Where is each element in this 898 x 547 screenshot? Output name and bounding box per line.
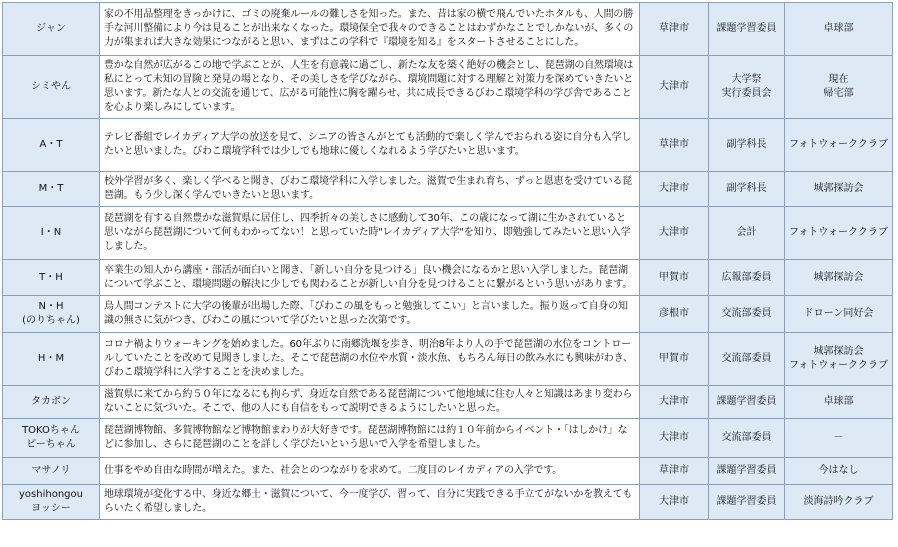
member-club-cell [785,386,893,419]
member-club: ドローン同好会 [803,308,874,319]
member-role: 交流部委員 [721,432,772,443]
member-name: ヨッシー [31,503,71,514]
member-role-cell [709,207,785,260]
member-club-cell [785,458,893,485]
member-role: 課題学習委員 [716,465,777,476]
member-city: 草津市 [640,3,709,56]
member-club: フォトウォーククラブ [788,227,889,238]
member-role-cell [709,119,785,172]
member-role-cell [709,458,785,485]
member-role: 会計 [736,227,757,238]
member-message: テレビ番組でレイカディア大学の放送を見て、シニアの皆さんがとても活動的で楽しく学んでおられる姿に自分も入学したいと思いました。びわこ環境学科では少しでも地球に優しくなれるよう学びたいと思います。 [100,119,640,172]
table-row [3,119,893,172]
member-city: 甲賀市 [640,260,709,296]
member-message: 家の不用品整理をきっかけに、ゴミの廃棄ルールの難しさを知った。また、昔は家の横で飛んでいたホタルも、人間の勝手な河川整備により今は見ることが出来なくなった。環境保全で我々のできることはわずかなことでしかないが、多くの力が集まれば大きな効果につながると思い、まずはこの学科で『環境を知る』をスタートさせることにした。 [100,3,640,56]
member-role-cell [709,333,785,386]
member-name: H・M [37,353,65,364]
member-message: 琵琶湖を有する自然豊かな滋賀県に居住し、四季折々の美しさに感動して30年、この歳になって湖に生かされていると思いながら琵琶湖について何もわかってない！と思っていた時"レイカディア大学"を知り、即勉強してみたいと思い入学しました。 [100,207,640,260]
member-club: 帰宅部 [823,88,854,99]
member-name-cell [3,386,100,419]
table-row [3,333,893,386]
member-name: yoshihongou [19,489,83,500]
member-city: 甲賀市 [640,333,709,386]
member-name: N・H [38,301,64,312]
table-row [3,419,893,458]
member-club-cell [785,3,893,56]
member-message: コロナ禍よりウォーキングを始めました。60年ぶりに南郷洗堰を歩き、明治8年より人の手で琵琶湖の水位をコントロールしていたことを改めて見聞きしました。そこで琵琶湖の水位や水質・淡水魚、もちろん毎日の飲み水にも興味がわき、びわこ環境学科に入学することを決めました。 [100,333,640,386]
table-row [3,386,893,419]
member-message: 地球環境が変化する中、身近な郷土・滋賀について、今一度学び、習って、自分に実践できる手立てがないかを教えてもらいたく希望しました。 [100,485,640,520]
table-row [3,172,893,207]
member-role: 実行委員会 [721,88,772,99]
member-name: マサノリ [31,465,71,476]
member-name: シミやん [31,81,71,92]
table-row [3,260,893,296]
member-name: タカボン [31,396,71,407]
member-introduction-table [2,2,893,520]
member-name-cell [3,207,100,260]
member-message: 校外学習が多く、楽しく学べると聞き、びわこ環境学科に入学しました。滋賀で生まれ育ち、ずっと恩恵を受けている琵琶湖。もう少し深く学んでいきたいと思います。 [100,172,640,207]
member-city: 草津市 [640,458,709,485]
table-row [3,207,893,260]
member-role-cell [709,172,785,207]
member-role: 大学祭 [731,74,762,85]
table-row [3,3,893,56]
member-message: 琵琶湖博物館、多賀博物館など博物館まわりが大好きです。琵琶湖博物館には約１０年前からイベント・「はしかけ」などに参加し、さらに琵琶湖のことを詳しく学びたいという思いで入学を希望しました。 [100,419,640,458]
member-message: 滋賀県に来てから約５０年になるにも拘らず、身近な自然である琵琶湖について他地域に住む人々と知識はあまり変わらないことに気づいた。そこで、他の人にも自信をもって説明できるようにしたいと思った。 [100,386,640,419]
member-city: 草津市 [640,119,709,172]
member-message: 豊かな自然が広がるこの地で学ぶことが、人生を有意義に過ごし、新たな友を築く絶好の機会とし、琵琶湖の自然環境は私にとって未知の冒険と発見の場となり、その美しさを学びながら、環境問題に対する理解と対策力を深めていきたいと思います。新たな人との交流を通じて、広がる可能性に胸を躍らせ、共に成長できるびわこ環境学科の学び舎であることを心より楽しみにしています。 [100,56,640,119]
member-role-cell [709,386,785,419]
member-club-cell [785,419,893,458]
member-role-cell [709,419,785,458]
member-club-cell [785,119,893,172]
member-city: 大津市 [640,172,709,207]
member-message: 烏人間コンテストに大学の後輩が出場した際、「びわこの風をもっと勉強してこい」と言いました。振り返って自身の知識の無さに気がつき、びわこの風について学びたいと思った次第です。 [100,296,640,333]
member-city: 大津市 [640,56,709,119]
table-row [3,485,893,520]
member-club-cell [785,296,893,333]
member-role: 副学科長 [726,183,767,194]
member-role-cell [709,485,785,520]
member-club-cell [785,172,893,207]
member-name: A・T [39,139,63,150]
table-row [3,56,893,119]
member-message: 仕事をやめ自由な時間が増えた。また、社会とのつながりを求めて。二度目のレイカディアの入学です。 [100,458,640,485]
member-name: TOKOちゃん [22,425,80,436]
member-role: 交流部委員 [721,353,772,364]
member-name-cell [3,260,100,296]
member-club-cell [785,333,893,386]
member-name-cell [3,172,100,207]
member-name-cell [3,333,100,386]
member-role: 広報部委員 [721,271,772,283]
member-name-cell [3,485,100,520]
member-city: 大津市 [640,386,709,419]
table-body [3,3,893,520]
member-club: 卓球部 [823,23,854,34]
member-role-cell [709,296,785,333]
member-club: 城郭探訪会 [813,271,864,283]
member-name-cell [3,56,100,119]
member-name-cell [3,3,100,56]
member-city: 大津市 [640,485,709,520]
member-club: 現在 [828,74,849,85]
member-name-cell [3,419,100,458]
member-club: 城郭探訪会 [813,183,864,194]
member-name: (のりちゃん) [22,315,80,326]
member-message: 卒業生の知人から講座・部活が面白いと聞き、「新しい自分を見つける」良い機会になるかと思い入学しました。琵琶湖について学ぶこと、環境問題の解決に少しでも関わることが新しい自分を見つけることに繋がるという思いがあります。 [100,260,640,296]
member-role: 課題学習委員 [716,496,777,507]
member-club: 卓球部 [823,396,854,407]
member-club: － [833,432,844,443]
member-name: T・H [39,271,63,283]
member-city: 彦根市 [640,296,709,333]
member-name: ピーちゃん [26,439,76,450]
member-club: 城郭探訪会 [813,346,864,357]
member-club-cell [785,207,893,260]
member-club-cell [785,56,893,119]
member-city: 大津市 [640,419,709,458]
member-role: 課題学習委員 [716,23,777,34]
member-club: フォトウォーククラブ [788,139,889,150]
member-role: 副学科長 [726,139,767,150]
member-name: ジャン [36,23,66,34]
member-city: 大津市 [640,207,709,260]
member-name-cell [3,296,100,333]
member-club: 淡海詩吟クラブ [803,496,874,507]
member-role: 課題学習委員 [716,396,777,407]
member-role: 交流部委員 [721,308,772,319]
member-role-cell [709,56,785,119]
member-name: M・T [38,183,64,194]
member-club-cell [785,485,893,520]
member-name: I・N [40,227,62,238]
member-name-cell [3,119,100,172]
table-row [3,458,893,485]
member-role-cell [709,260,785,296]
table-row [3,296,893,333]
member-club: フォトウォーククラブ [788,360,889,371]
member-club-cell [785,260,893,296]
member-club: 今はなし [818,465,859,476]
member-name-cell [3,458,100,485]
member-role-cell [709,3,785,56]
